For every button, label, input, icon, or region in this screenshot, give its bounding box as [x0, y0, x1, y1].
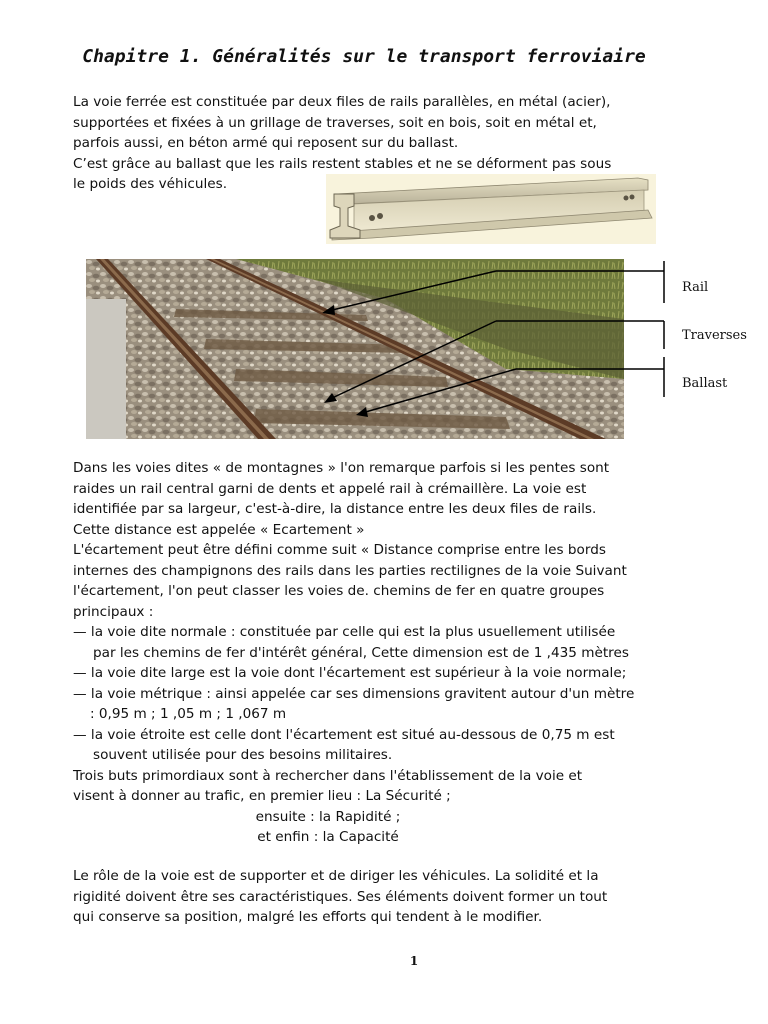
goal-capacity: et enfin : la Capacité: [257, 829, 399, 845]
list-item: — la voie dite normale : constituée par celle qui est la plus usuellement utilisée: [73, 624, 616, 640]
text-line: Trois buts primordiaux sont à rechercher dans l'établissement de la voie et: [73, 767, 583, 784]
text-line: Cette distance est appelée « Ecartement »: [73, 521, 365, 538]
text-line: L'écartement peut être défini comme suit « Distance comprise entre les bords: [73, 542, 606, 558]
text-line: identifiée par sa largeur, c'est-à-dire, la distance entre les deux files de rails.: [73, 501, 597, 517]
list-item-continuation: par les chemins de fer d'intérêt général, Cette dimension est de 1 ,435 mètres: [93, 644, 629, 661]
text-line: C’est grâce au ballast que les rails restent stables et ne se déforment pas sous: [73, 155, 612, 172]
goal-rapidity: ensuite : la Rapidité ;: [255, 808, 401, 825]
list-item-continuation: souvent utilisée pour des besoins militaires.: [93, 747, 393, 763]
text-line: qui conserve sa position, malgré les efforts qui tendent à le modifier.: [73, 909, 543, 925]
text-line: La voie ferrée est constituée par deux files de rails parallèles, en métal (acier),: [73, 94, 611, 110]
text-line: le poids des véhicules.: [73, 176, 228, 192]
text-line: internes des champignons des rails dans les parties rectilignes de la voie Suivant: [73, 562, 627, 579]
body-paragraph: [73, 458, 634, 848]
text-line: Dans les voies dites « de montagnes » l'on remarque parfois si les pentes sont: [73, 460, 610, 476]
text-line: raides un rail central garni de dents et appelé rail à crémaillère. La voie est: [73, 480, 587, 497]
text-line: visent à donner au trafic, en premier lieu : La Sécurité ;: [73, 788, 451, 804]
text-line: Le rôle de la voie est de supporter et de diriger les véhicules. La solidité et la: [73, 868, 599, 884]
list-item: — la voie métrique : ainsi appelée car ses dimensions gravitent autour d'un mètre: [73, 685, 635, 702]
text-line: supportées et fixées à un grillage de traverses, soit en bois, soit en métal et,: [73, 114, 597, 131]
rail-profile-illustration: [326, 174, 656, 244]
figure-annotation-lines: [86, 259, 768, 439]
page-number: 1: [409, 954, 419, 968]
ballast-label: Ballast: [682, 376, 728, 391]
text-line: parfois aussi, en béton armé qui reposent sur du ballast.: [73, 135, 459, 151]
list-item: — la voie dite large est la voie dont l'écartement est supérieur à la voie normale;: [73, 665, 627, 681]
role-paragraph: [73, 866, 607, 928]
list-item: — la voie étroite est celle dont l'écartement est situé au-dessous de 0,75 m est: [73, 726, 615, 743]
traverses-label: Traverses: [682, 328, 747, 343]
list-item-continuation: : 0,95 m ; 1 ,05 m ; 1 ,067 m: [90, 706, 287, 722]
text-line: l'écartement, l'on peut classer les voies de. chemins de fer en quatre groupes: [73, 583, 605, 599]
text-line: rigidité doivent être ses caractéristiques. Ses éléments doivent former un tout: [73, 888, 608, 905]
chapter-title: Chapitre 1. Généralités sur le transport ferroviaire: [82, 46, 646, 67]
text-line: principaux :: [73, 603, 154, 620]
rail-label: Rail: [682, 280, 709, 295]
